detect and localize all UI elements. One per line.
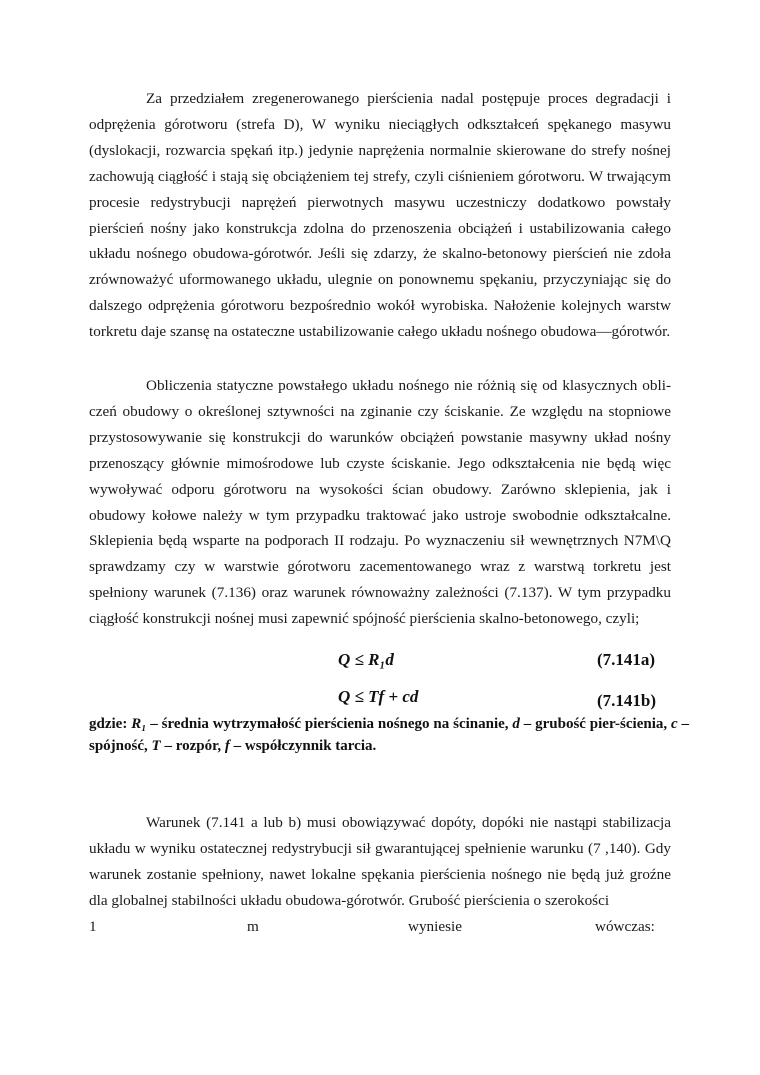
definition-lead: gdzie: <box>89 716 132 732</box>
paragraph-static-calculations: Obliczenia statyczne powstałego układu nośnego nie różnią się od klasycznych obli-czeń obudowy o określonej sztywności na zginanie czy ściskanie. Ze względu na stopniowe przystosowywanie się konstrukcji do warunków obciążeń powstanie masywny układ nośny przenoszący głównie mimośrodowe lub czyste ściskanie. Jego odkształcenia nie będą więc wywoływać odporu górotworu na wysokości ścian obudowy. Zarówno sklepienia, jak i obudowy kołowe należy w tym przypadku traktować jako ustroje swobodnie odkształcalne. Sklepienia będą wsparte na podporach II rodzaju. Po wyznaczeniu sił wewnętrznych N7M\Q sprawdzamy czy w warstwie górotworu zacementowanego wraz z warstwą torkretu jest spełniony warunek (7.136) oraz warunek równoważny zależności (7.137). W tym przypadku ciągłość konstrukcji nośnej musi zapewnić spójność pierścienia skalno-betonowego, czyli; <box>89 377 671 628</box>
formula-7-141b: Q ≤ Tf + cd <box>338 687 419 706</box>
symbol-r1: R₁ <box>131 716 147 732</box>
paragraph-stabilization-condition: Warunek (7.141 a lub b) musi obowiązywać dopóty, dopóki nie nastąpi stabilizacja układu w wyniku ostatecznej redystrybucji sił gwarantującej spełnienie warunku (7 ,140). Gdy warunek zostanie spełniony, nawet lokalne spękania pierścienia nośnego nie będą już groźne dla globalnej stabilności układu obudowa-górotwór. Grubość pierścienia o szerokości <box>89 814 671 909</box>
symbol-f: f <box>224 738 230 754</box>
final-line-word-3: wyniesie <box>408 918 462 935</box>
symbol-d: d <box>512 716 520 732</box>
formula-7-141a-number: (7.141a) <box>597 650 656 669</box>
paragraph-degradation: Za przedziałem zregenerowanego pierścienia nadal postępuje proces degradacji i odprężenia górotworu (strefa D), W wyniku nieciągłych odkształceń spękanego masywu (dyslokacji, rozwarcia spękań itp.) jedynie naprężenia normalnie skierowane do strefy nośnej zachowują ciągłość i stają się obciążeniem tej strefy, czyli ciśnieniem górotworu. W trwającym procesie redystrybucji naprężeń pierwotnych masywu uczestniczy dodatkowo powstały pierścień nośny jako konstrukcja zdolna do przenoszenia obciążeń i ustabilizowania całego układu nośnego obudowa-górotwór. Jeśli się zdarzy, że skalno-betonowy pierścień nie zdoła zrównoważyć uformowanego układu, ulegnie on ponownemu spękaniu, przyczyniając się do dalszego odprężenia górotworu bezpośrednio wokół wyrobiska. Nałożenie kolejnych warstw torkretu daje szansę na ostateczne ustabilizowanie całego układu nośnego obudowa—górotwór. <box>89 90 671 341</box>
definition-c: – spójność, <box>89 716 690 754</box>
definition-r1: – średnia wytrzymałość pierścienia nośnego na ścinanie, <box>146 716 513 732</box>
final-line-word-1: 1 <box>89 918 97 935</box>
symbol-t: T <box>151 738 161 754</box>
final-line-word-2: m <box>247 918 259 935</box>
formula-7-141b-number: (7.141b) <box>597 691 657 710</box>
definition-t: – rozpór, <box>160 738 225 754</box>
symbol-definitions <box>89 713 689 757</box>
definition-d: – grubość pier-ścienia, <box>519 716 671 732</box>
final-justified-line <box>89 914 671 940</box>
formula-7-141a: Q ≤ R₁d <box>338 650 394 669</box>
definition-f: – współczynnik tarcia. <box>229 738 377 754</box>
final-line-word-4: wówczas: <box>595 918 655 935</box>
symbol-c: c <box>670 716 678 732</box>
